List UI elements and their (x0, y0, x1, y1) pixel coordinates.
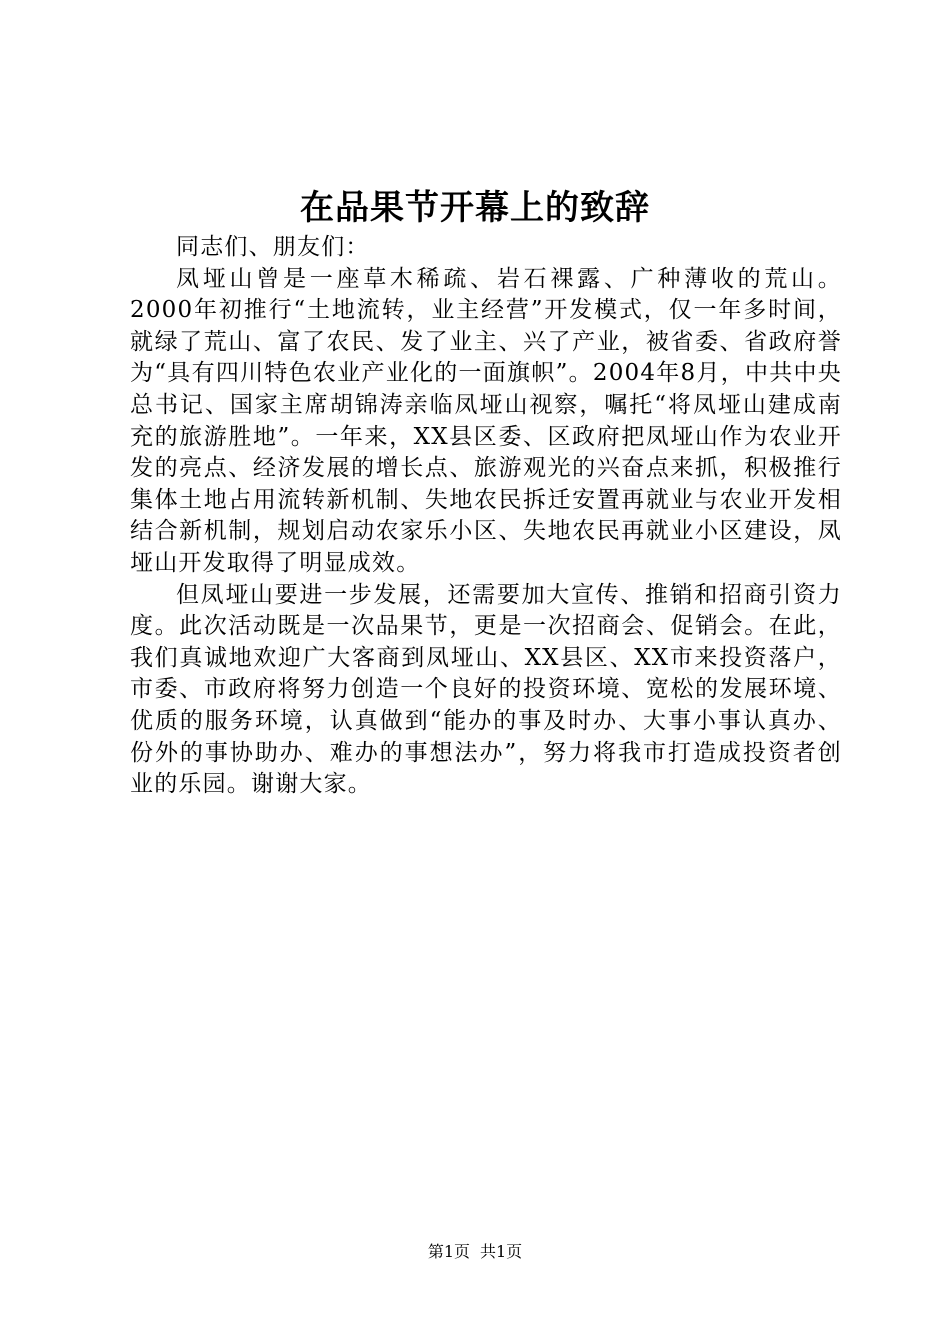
page-total: 共1页 (480, 1242, 523, 1261)
salutation: 同志们、朋友们： (176, 234, 370, 260)
paragraph-2: 但凤垭山要进一步发展，还需要加大宣传、推销和招商引资力度。此次活动既是一次品果节，更是一次招商会、促销会。在此，我们真诚地欢迎广大客商到凤垭山、XX县区、XX市来投资落户，市委、市政府将努力创造一个良好的投资环境、宽松的发展环境、优质的服务环境，认真做到“能办的事及时办、大事小事认真办、份外的事协助办、难办的事想法办”，努力将我市打造成投资者创业的乐园。谢谢大家。 (130, 581, 842, 798)
page-number: 第1页 (427, 1242, 470, 1261)
paragraph-1: 凤垭山曾是一座草木稀疏、岩石裸露、广种薄收的荒山。2000年初推行“土地流转，业主经营”开发模式，仅一年多时间，就绿了荒山、富了农民、发了业主、兴了产业，被省委、省政府誉为“具有四川特色农业产业化的一面旗帜”。2004年8月，中共中央总书记、国家主席胡锦涛亲临凤垭山视察，嘱托“将凤垭山建成南充的旅游胜地”。一年来，XX县区委、区政府把凤垭山作为农业开发的亮点、经济发展的增长点、旅游观光的兴奋点来抓，积极推行集体土地占用流转新机制、失地农民拆迁安置再就业与农业开发相结合新机制，规划启动农家乐小区、失地农民再就业小区建设，凤垭山开发取得了明显成效。 (130, 265, 842, 576)
page-footer (0, 1241, 950, 1263)
document-title: 在品果节开幕上的致辞 (300, 188, 650, 228)
document-body (130, 232, 842, 801)
